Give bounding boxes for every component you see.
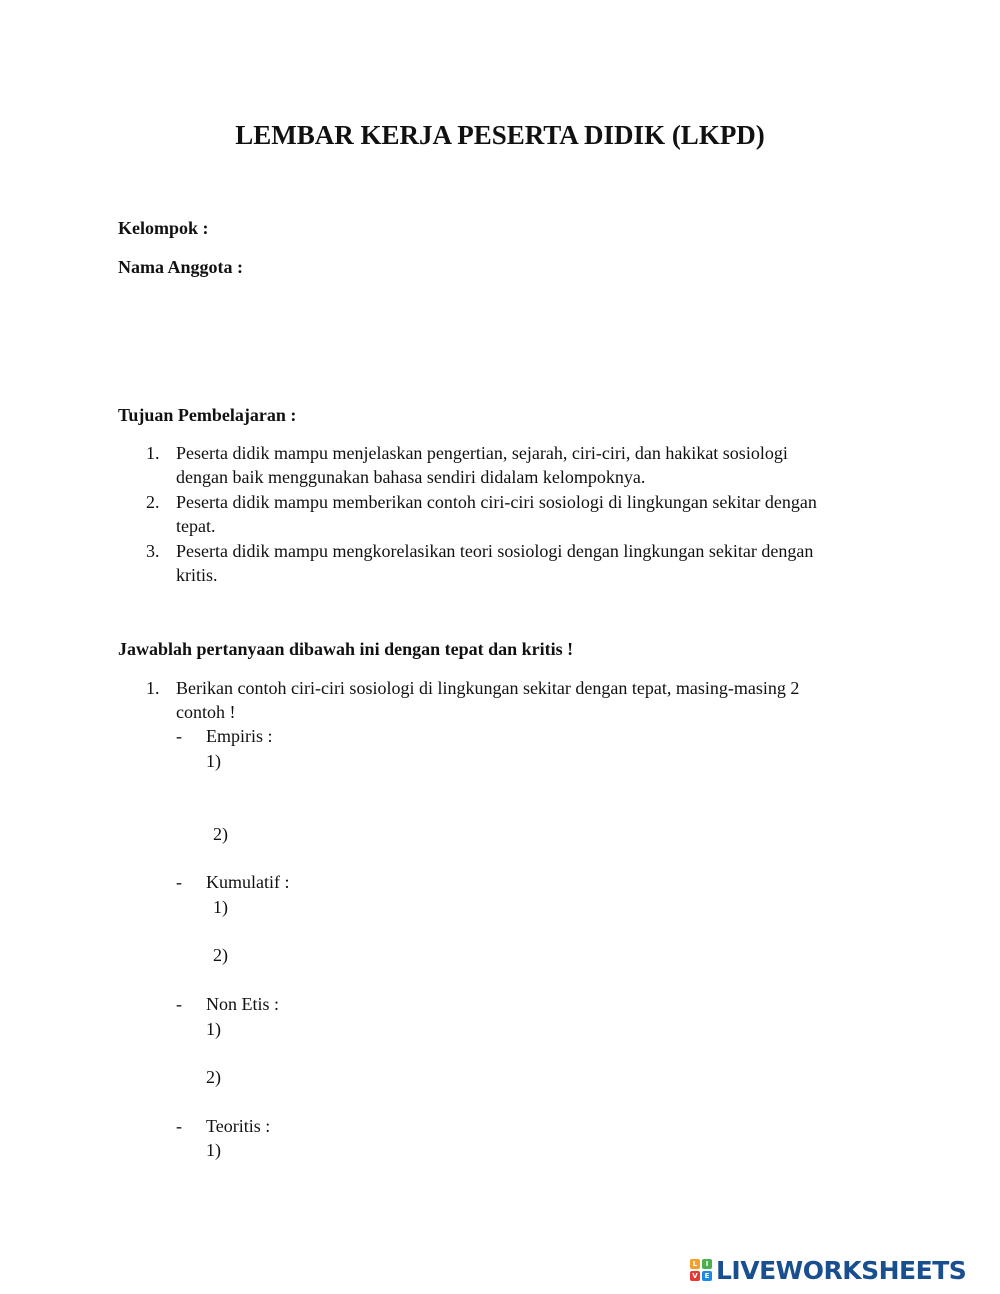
bullet-dash: - xyxy=(176,1116,182,1136)
objective-text: Peserta didik mampu memberikan contoh ciri-ciri sosiologi di lingkungan sekitar dengan xyxy=(176,492,817,512)
objective-number: 2. xyxy=(146,492,160,512)
objective-text: Peserta didik mampu menjelaskan pengertian, sejarah, ciri-ciri, dan hakikat sosiologi xyxy=(176,443,788,463)
subitem-empiris-label: Empiris : xyxy=(206,726,273,746)
question-text: contoh ! xyxy=(176,702,236,722)
answer-slot[interactable]: 1) xyxy=(206,1019,221,1039)
question-number: 1. xyxy=(146,678,160,698)
subitem-kumulatif-label: Kumulatif : xyxy=(206,872,290,892)
logo-letter: E xyxy=(702,1271,712,1281)
logo-letter: V xyxy=(690,1271,700,1281)
objective-text: kritis. xyxy=(176,565,218,585)
logo-letter: I xyxy=(702,1259,712,1269)
objective-text: tepat. xyxy=(176,516,216,536)
liveworksheets-logo xyxy=(690,1256,966,1284)
nama-anggota-label: Nama Anggota : xyxy=(118,257,243,277)
answer-slot[interactable]: 1) xyxy=(206,1140,221,1160)
objective-number: 1. xyxy=(146,443,160,463)
answer-slot[interactable]: 2) xyxy=(213,945,228,965)
logo-mark-icon xyxy=(690,1259,712,1281)
page-title: LEMBAR KERJA PESERTA DIDIK (LKPD) xyxy=(235,120,765,150)
objective-text: dengan baik menggunakan bahasa sendiri didalam kelompoknya. xyxy=(176,467,646,487)
answer-slot[interactable]: 1) xyxy=(206,751,221,771)
bullet-dash: - xyxy=(176,726,182,746)
logo-text: LIVEWORKSHEETS xyxy=(716,1255,967,1285)
answer-slot[interactable]: 2) xyxy=(213,824,228,844)
questions-heading: Jawablah pertanyaan dibawah ini dengan tepat dan kritis ! xyxy=(118,639,574,659)
question-text: Berikan contoh ciri-ciri sosiologi di lingkungan sekitar dengan tepat, masing-masing 2 xyxy=(176,678,800,698)
answer-slot[interactable]: 2) xyxy=(206,1067,221,1087)
bullet-dash: - xyxy=(176,872,182,892)
kelompok-label: Kelompok : xyxy=(118,218,209,238)
objective-text: Peserta didik mampu mengkorelasikan teori sosiologi dengan lingkungan sekitar dengan xyxy=(176,541,814,561)
objectives-heading: Tujuan Pembelajaran : xyxy=(118,405,297,425)
bullet-dash: - xyxy=(176,994,182,1014)
subitem-teoritis-label: Teoritis : xyxy=(206,1116,271,1136)
subitem-non-etis-label: Non Etis : xyxy=(206,994,280,1014)
answer-slot[interactable]: 1) xyxy=(213,897,228,917)
objective-number: 3. xyxy=(146,541,160,561)
logo-letter: L xyxy=(690,1259,700,1269)
